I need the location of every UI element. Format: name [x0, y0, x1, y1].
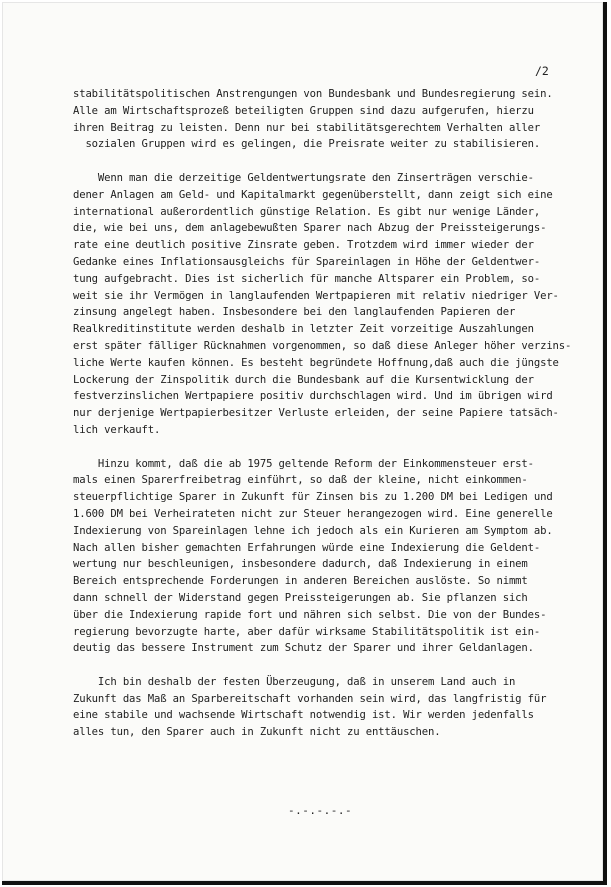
paragraph [73, 170, 593, 439]
text-line: liche Werte kaufen können. Es besteht begründete Hoffnung,daß auch die jüngste [73, 356, 559, 369]
paragraph [73, 86, 593, 153]
text-line: eine stabile und wachsende Wirtschaft notwendig ist. Wir werden jedenfalls [73, 709, 534, 722]
text-line: stabilitätspolitischen Anstrengungen von Bundesbank und Bundesregierung sein. [73, 88, 553, 100]
text-line: steuerpflichtige Sparer in Zukunft für Zinsen bis zu 1.200 DM bei Ledigen und [73, 491, 553, 504]
text-line: mals einen Sparerfreibetrag einführt, so daß der kleine, nicht einkommen- [73, 474, 528, 487]
text-line: Bereich entsprechende Forderungen in anderen Bereichen auslöste. So nimmt [73, 575, 528, 588]
text-line: über die Indexierung rapide fort und nähren sich selbst. Die von der Bundes- [73, 608, 547, 621]
text-line: Zukunft das Maß an Sparbereitschaft vorhanden sein wird, das langfristig für [73, 692, 547, 705]
text-line: 1.600 DM bei Verheirateten nicht zur Steuer herangezogen wird. Eine generelle [73, 507, 553, 520]
text-line: deutig das bessere Instrument zum Schutz der Sparer und ihrer Geldanlagen. [73, 642, 534, 655]
text-line: Alle am Wirtschaftsprozeß beteiligten Gruppen sind dazu aufgerufen, hierzu [73, 104, 534, 117]
text-line: erst später fälliger Rücknahmen vorgenommen, so daß diese Anleger höher verzins- [73, 339, 572, 352]
text-line: Gedanke eines Inflationsausgleichs für Spareinlagen in Höhe der Geldentwer- [73, 255, 541, 268]
text-line: Hinzu kommt, daß die ab 1975 geltende Reform der Einkommensteuer erst- [73, 457, 534, 470]
text-line: weit sie ihr Vermögen in langlaufenden Wertpapieren mit relativ niedriger Ver- [73, 289, 559, 302]
text-line: Wenn man die derzeitige Geldentwertungsrate den Zinserträgen verschie- [73, 171, 534, 184]
text-line: wertung nur beschleunigen, insbesondere dadurch, daß Indexierung in einem [73, 558, 528, 571]
body-text [73, 86, 593, 741]
text-line: Lockerung der Zinspolitik durch die Bundesbank auf die Kursentwicklung der [73, 373, 534, 386]
text-line: sozialen Gruppen wird es gelingen, die Preisrate weiter zu stabilisieren. [73, 138, 541, 151]
text-line: tung aufgebracht. Dies ist sicherlich für manche Altsparer ein Problem, so- [73, 272, 541, 285]
paragraph [73, 456, 593, 658]
text-line: regierung bevorzugte harte, aber dafür wirksame Stabilitätspolitik ist ein- [73, 625, 541, 638]
closing-mark: -.-.-.-.- [288, 804, 353, 817]
paragraph [73, 674, 593, 741]
text-line: zinsung angelegt haben. Insbesondere bei den langlaufenden Papieren der [73, 306, 516, 319]
document-page [2, 2, 607, 885]
text-line: festverzinslichen Wertpapiere positiv durchschlagen wird. Und im übrigen wird [73, 390, 553, 403]
text-line: lich verkauft. [73, 423, 161, 436]
text-line: Indexierung von Spareinlagen lehne ich jedoch als ein Kurieren am Symptom ab. [73, 524, 553, 537]
text-line: ihren Beitrag zu leisten. Denn nur bei stabilitätsgerechtem Verhalten aller [73, 121, 541, 134]
text-line: rate eine deutlich positive Zinsrate geben. Trotzdem wird immer wieder der [73, 239, 534, 252]
text-line: international außerordentlich günstige Relation. Es gibt nur wenige Länder, [73, 205, 541, 218]
text-line: Realkreditinstitute werden deshalb in letzter Zeit vorzeitige Auszahlungen [73, 323, 534, 336]
text-line: dener Anlagen am Geld- und Kapitalmarkt gegenüberstellt, dann zeigt sich eine [73, 188, 553, 201]
text-line: dann schnell der Widerstand gegen Preissteigerungen ab. Sie pflanzen sich [73, 591, 528, 604]
text-line: Nach allen bisher gemachten Erfahrungen würde eine Indexierung die Geldent- [73, 541, 541, 554]
text-line: nur derjenige Wertpapierbesitzer Verluste erleiden, der seine Papiere tatsäch- [73, 407, 559, 420]
text-line: Ich bin deshalb der festen Überzeugung, daß in unserem Land auch in [73, 675, 516, 688]
text-line: alles tun, den Sparer auch in Zukunft nicht zu enttäuschen. [73, 726, 441, 739]
text-line: die, wie bei uns, dem anlagebewußten Sparer nach Abzug der Preissteigerungs- [73, 222, 547, 235]
page-number: /2 [535, 64, 549, 78]
